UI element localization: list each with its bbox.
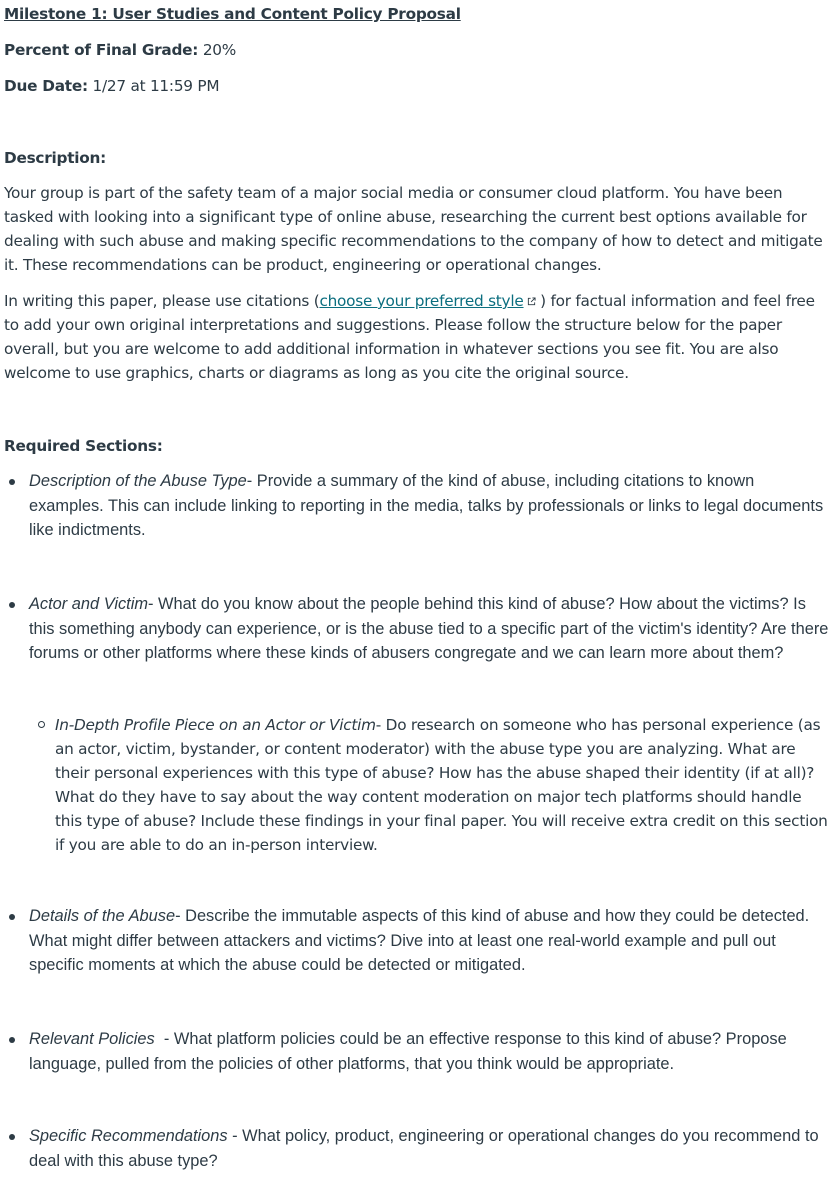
grade-line xyxy=(4,40,236,60)
section-subitem-profile-piece xyxy=(55,713,830,857)
section-title: Actor and Victim xyxy=(29,595,149,613)
due-date-line xyxy=(4,76,219,96)
section-title: Relevant Policies xyxy=(29,1030,155,1048)
section-text: - What platform policies could be an effective response to this kind of abuse? Propose language, pulled from the policies of other platforms, that you think would be appropriate. xyxy=(29,1030,792,1073)
section-text: - Describe the immutable aspects of this kind of abuse and how they could be detected. What might differ between attackers and victims? Dive into at least one real-world example and pull out specific moments at which the abuse could be detected or mitigated. xyxy=(29,907,810,974)
grade-label: Percent of Final Grade: xyxy=(4,41,199,59)
bullet-disc xyxy=(9,914,15,920)
due-date-label: Due Date: xyxy=(4,77,88,95)
assignment-title: Milestone 1: User Studies and Content Policy Proposal xyxy=(4,5,461,23)
bullet-disc xyxy=(9,1037,15,1043)
p2-after: ) for factual information and feel free to add your own original interpretations and suggestions. Please follow the structure below for the paper overall, but you are welcome to add additional information in whatever sections you see fit. You are also welcome to use graphics, charts or diagrams as long as you cite the original source. xyxy=(4,292,815,382)
grade-value: 20% xyxy=(202,41,237,59)
section-text: - What policy, product, engineering or operational changes do you recommend to deal with this abuse type? xyxy=(29,1127,824,1170)
section-title: Description of the Abuse Type xyxy=(29,472,247,490)
bullet-disc xyxy=(9,1134,15,1140)
section-title: Specific Recommendations xyxy=(29,1127,228,1145)
section-item-details xyxy=(29,904,829,978)
due-date-value: 1/27 at 11:59 PM xyxy=(92,77,220,95)
section-text: - What do you know about the people behind this kind of abuse? How about the victims? Is this something anybody can experience, or is the abuse tied to a specific part of the victim's identity? Are there forums or other platforms where these kinds of abusers congregate and we can learn more about them? xyxy=(29,595,829,662)
bullet-circle xyxy=(38,721,45,728)
p2-before: In writing this paper, please use citations ( xyxy=(4,292,320,310)
description-heading: Description: xyxy=(4,149,107,167)
description-paragraph-1: Your group is part of the safety team of a major social media or consumer cloud platform. You have been tasked with looking into a significant type of online abuse, researching the current best options available for dealing with such abuse and making specific recommendations to the company of how to detect and mitigate it. These recommendations can be product, engineering or operational changes. xyxy=(4,184,823,274)
bullet-disc xyxy=(9,602,15,608)
required-sections-heading: Required Sections: xyxy=(4,437,163,455)
citation-style-link-text: choose your preferred style xyxy=(319,292,524,310)
section-title: Details of the Abuse xyxy=(29,907,176,925)
section-text: - Provide a summary of the kind of abuse, including citations to known examples. This can include linking to reporting in the media, talks by professionals or links to legal documents like indictments. xyxy=(29,472,824,539)
bullet-disc xyxy=(9,479,15,485)
section-title: In-Depth Profile Piece on an Actor or Victim xyxy=(55,716,376,734)
section-item-recommendations xyxy=(29,1124,829,1173)
external-link-icon xyxy=(527,297,536,306)
section-text: - Do research on someone who has personal experience (as an actor, victim, bystander, or content moderator) with the abuse type you are analyzing. What are their personal experiences with this type of abuse? How has the abuse shaped their identity (if at all)? What do they have to say about the way content moderation on major tech platforms should handle this type of abuse? Include these findings in your final paper. You will receive extra credit on this section if you are able to do an in-person interview. xyxy=(55,716,828,854)
citation-style-link[interactable] xyxy=(319,292,523,310)
section-item-abuse-type xyxy=(29,469,829,543)
section-item-actor-victim xyxy=(29,592,829,666)
description-paragraph-2 xyxy=(4,289,826,385)
section-item-policies xyxy=(29,1027,829,1076)
